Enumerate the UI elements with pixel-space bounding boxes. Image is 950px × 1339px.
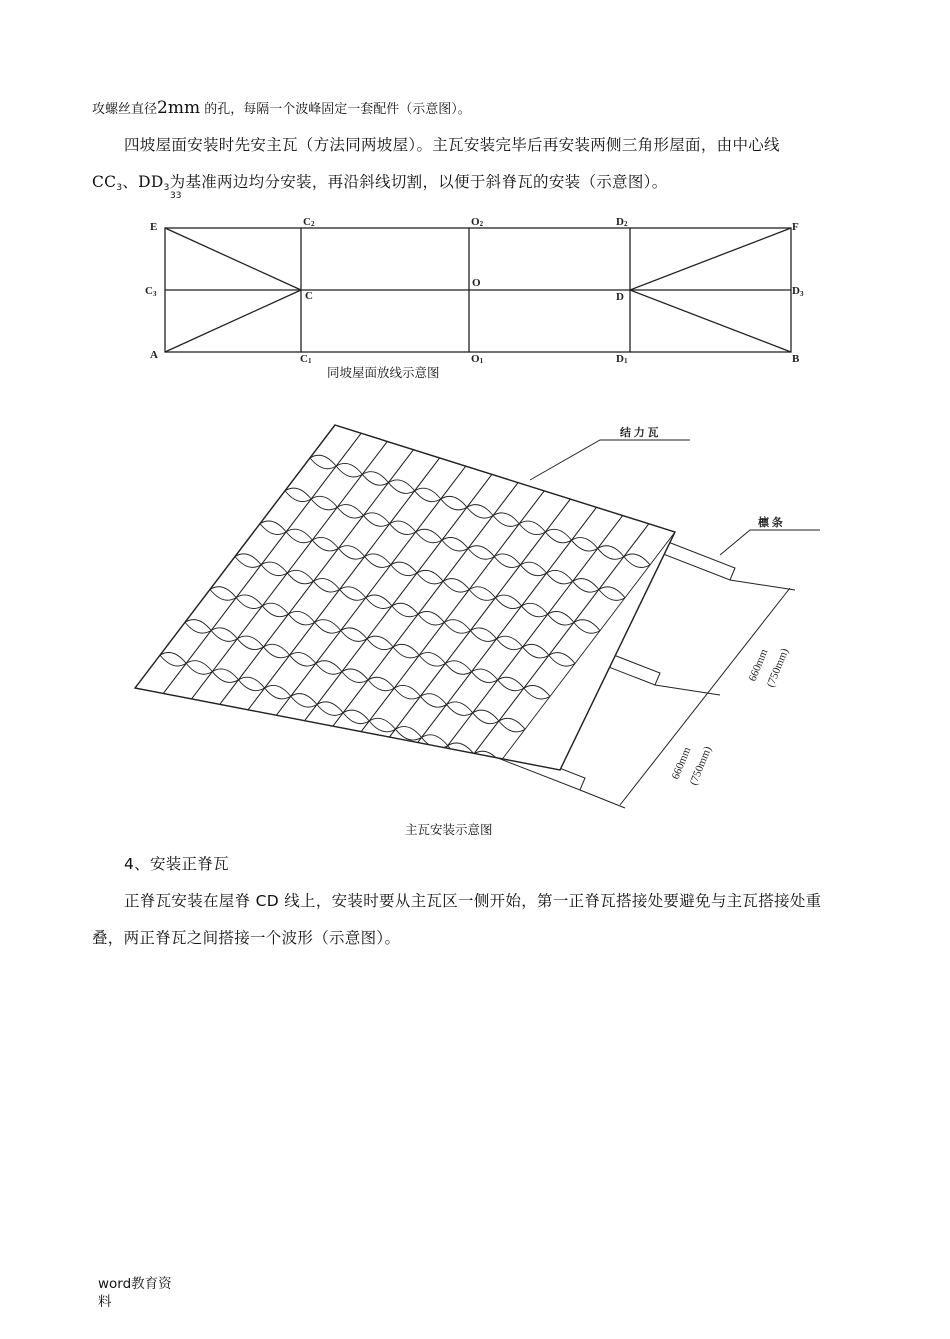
purlin-leader xyxy=(720,530,820,555)
para2-line2: 叠，两正脊瓦之间搭接一个波形（示意图）。 xyxy=(92,929,401,947)
label-c: C xyxy=(305,290,313,302)
intro-line xyxy=(92,98,471,118)
dim-lower: 660mm xyxy=(669,745,694,782)
hip-line-bd xyxy=(630,290,791,352)
section-heading: 4、安装正脊瓦 xyxy=(124,855,229,873)
dim-upper-alt: (750mm) xyxy=(764,646,792,690)
label-d1: D1 xyxy=(616,353,628,365)
intro-size: 2mm xyxy=(157,98,201,118)
cc-label: CC xyxy=(92,173,117,191)
label-c3: C3 xyxy=(145,285,157,298)
label-e: E xyxy=(150,221,158,233)
cc-sub: 3 xyxy=(116,183,123,193)
label-f: F xyxy=(792,221,799,233)
label-tile: 结 力 瓦 xyxy=(620,427,659,439)
stray-note: 33 xyxy=(170,191,182,201)
hip-line-ac xyxy=(165,290,301,352)
label-d: D xyxy=(616,291,624,303)
label-o: O xyxy=(472,277,481,289)
label-purlin: 檩 条 xyxy=(758,517,783,529)
label-c2: C2 xyxy=(303,216,315,228)
label-o1: O1 xyxy=(471,353,484,365)
label-b: B xyxy=(792,353,800,365)
dim-ext-bottom xyxy=(580,790,625,808)
label-d3: D3 xyxy=(792,285,804,298)
dd-label: 、DD xyxy=(122,173,164,191)
para1-line1: 四坡屋面安装时先安主瓦（方法同两坡屋）。主瓦安装完毕后再安装两侧三角形屋面，由中心线 xyxy=(124,136,780,154)
dim-lower-alt: (750mm) xyxy=(687,744,715,788)
dim-ext-top xyxy=(730,580,795,590)
para1-line2 xyxy=(92,170,668,193)
label-o2: O2 xyxy=(471,216,484,228)
hip-line-ec xyxy=(165,228,301,290)
caption-layout: 同坡屋面放线示意图 xyxy=(327,365,440,380)
para2-line1: 正脊瓦安装在屋脊 CD 线上，安装时要从主瓦区一侧开始，第一正脊瓦搭接处要避免与主瓦搭接处重 xyxy=(124,892,822,910)
para1-line2-rest: 为基准两边均分安装，再沿斜线切割，以便于斜脊瓦的安装（示意图）。 xyxy=(169,173,668,191)
dd-sub: 3 xyxy=(163,183,170,193)
intro-text-pre: 攻螺丝直径 xyxy=(92,102,158,117)
hip-line-fd xyxy=(630,228,791,290)
label-c1: C1 xyxy=(300,353,312,365)
label-d2: D2 xyxy=(616,216,628,228)
roof-tiles xyxy=(135,422,675,797)
tile-leader xyxy=(530,440,690,480)
roof-layout-diagram xyxy=(140,212,820,372)
footer-note: word教育资料 xyxy=(98,1276,172,1310)
dimension-line xyxy=(620,588,790,805)
roof-tile xyxy=(449,751,500,797)
intro-text-post: 的孔，每隔一个波峰固定一套配件（示意图）。 xyxy=(204,102,471,117)
caption-tiles: 主瓦安装示意图 xyxy=(405,822,493,837)
tile-installation-diagram xyxy=(130,420,830,820)
label-a: A xyxy=(150,349,158,361)
dim-upper: 660mm xyxy=(746,647,771,684)
